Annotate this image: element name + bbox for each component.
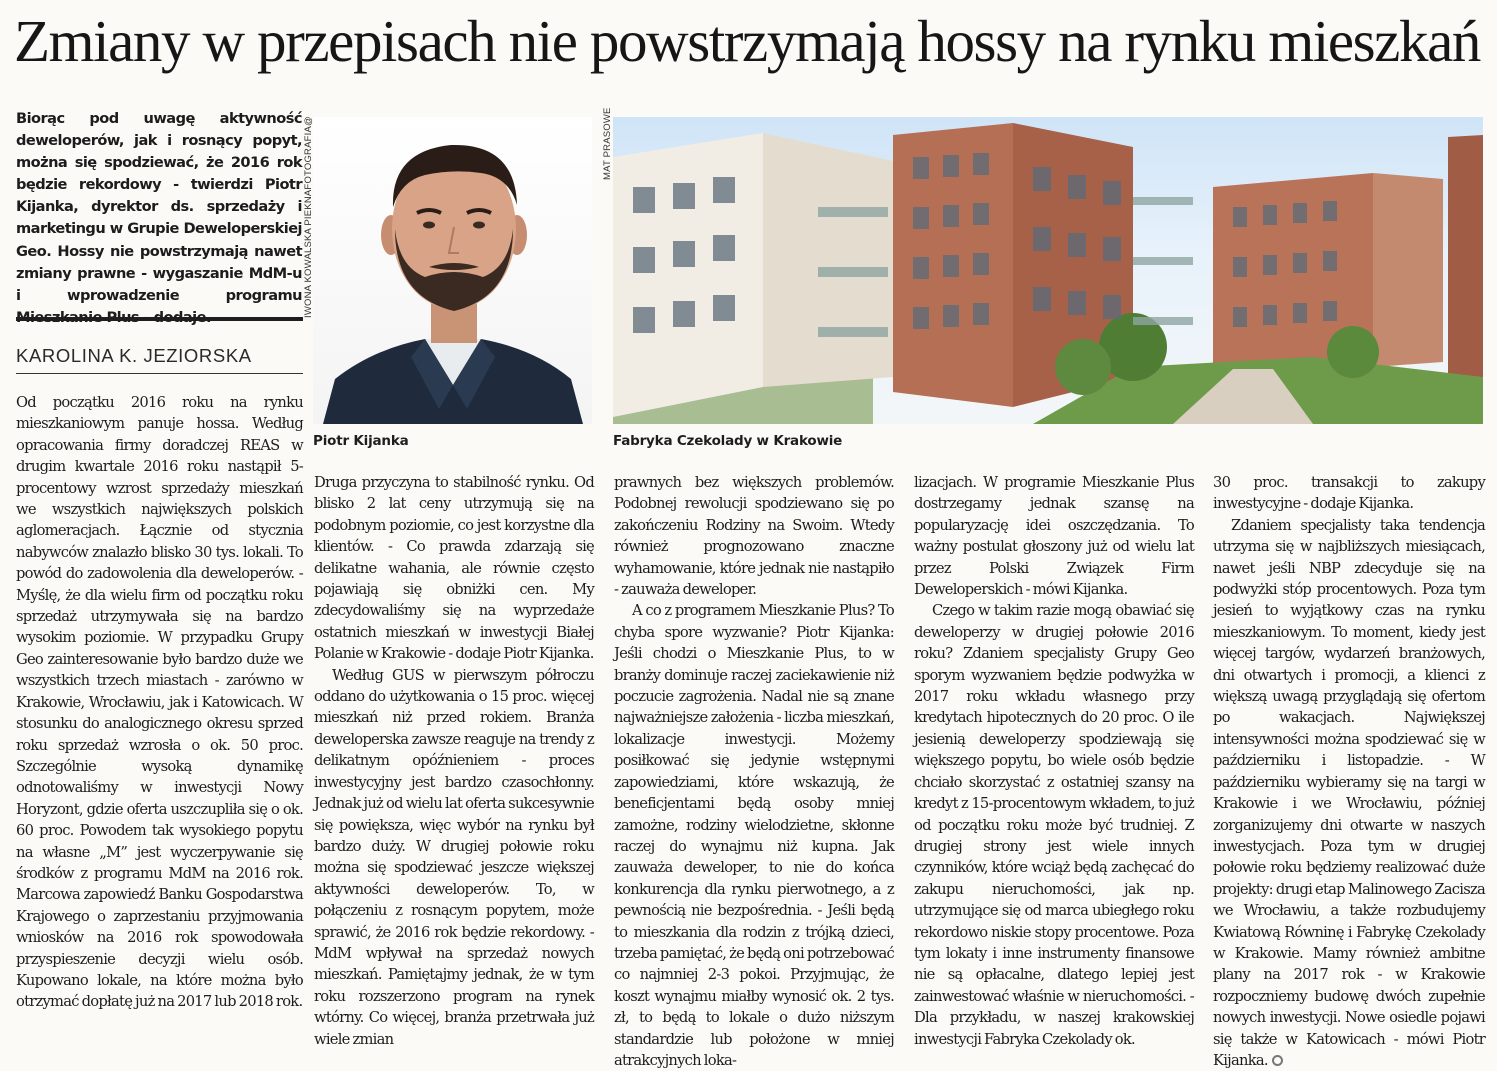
lead-separator-rule: [16, 317, 303, 321]
lead-paragraph: Biorąc pod uwagę aktywność deweloperów, jak i rosnący popyt, można się spodziewać, że 2016 rok będzie rekordowy - twierdzi Piotr Kijanka, dyrektor ds. sprzedaży i marketingu w Grupie Deweloperskiej Geo. Hossy nie powstrzymają nawet zmiany prawne - wygaszanie MdM-u i wprowadzenie programu: [16, 110, 302, 304]
paragraph-text: Zdaniem specjalisty taka tendencja utrzyma się w najbliższych miesiącach, nawet jeśli NBP zdecyduje się na podwyżki stóp procentowych. Poza tym jesień to wyjątkowy czas na rynku mieszkaniowym. To moment, kiedy jest więcej targów, wydarzeń branżowych, dni otwartych i promocji, a klienci z większą uwagą przyglądają się ofertom po wakacjach. Największej intensywności można spodziewać się w październiku i listopadzie. - W październiku wybieramy się na targi w Krakowie i we Wrocławiu, później zorganizujemy dni otwarte w naszych inwestycjach. Poza tym w drugiej połowie roku będziemy realizować duże projekty: drugi etap Malinowego Zacisza we Wrocławiu, a także rozbudujemy Kwiatową Równinę i Fabrykę Czekolady w Krakowie. Mamy również ambitne plany na 2017 rok - w Krakowie rozpoczniemy budowę dwóch zupełnie nowych inwestycji. Nowe osiedle pojawi się także w Katowicach - mówi Piotr Kijanka.: [1213, 516, 1485, 1069]
paragraph: 30 proc. transakcji to zakupy inwestycyjne - dodaje Kijanka.: [1213, 474, 1485, 513]
article-column-4: [914, 472, 1194, 1050]
paragraph: prawnych bez większych problemów. Podobnej rewolucji spodziewano się po zakończeniu Rodziny na Swoim. Wtedy również prognozowano znaczne wyhamowanie, które jednak nie nastąpiło - zauważa deweloper.: [614, 474, 894, 599]
author-byline: KAROLINA K. JEZIORSKA: [16, 345, 252, 366]
render-photo-credit: MAT PRASOWE: [602, 107, 613, 180]
paragraph: lizacjach. W programie Mieszkanie Plus dostrzegamy jednak szansę na popularyzację idei oszczędzania. To ważny postulat głoszony już od wielu lat przez Polski Związek Firm Deweloperskich - mówi Kijanka.: [914, 474, 1194, 599]
article-column-5: [1213, 472, 1485, 1071]
portrait-photo: [313, 117, 592, 424]
paragraph: A co z programem Mieszkanie Plus? To chyba spore wyzwanie? Piotr Kijanka: Jeśli chodzi o Mieszkanie Plus, to w branży dominuje raczej zaciekawienie niż poczucie zagrożenia. Nadal nie są znane najważniejsze założenia - liczba mieszkań, lokalizacje inwestycji. Możemy posiłkować się jedynie wstępnymi zapowiedziami, które wskazują, że beneficjentami będą osoby mniej zamożne, rodziny wielodzietne, skłonne raczej do wynajmu niż kupna. Jak zauważa deweloper, to nie do końca konkurencja dla rynku pierwotnego, a z pewnością nie bezpośrednia. - Jeśli będą to mieszkania dla rodzin z trójką dzieci, trzeba pamiętać, że będą oni potrzebować co najmniej 2-3 pokoi. Przyjmując, że koszt wynajmu miałby wynosić ok. 2 tys. zł, to będą to lokale o dużo niższym standardzie lub położone w mniej atrakcyjnych loka-: [614, 602, 894, 1069]
article-column-1: [16, 392, 303, 1013]
development-render-photo: [613, 117, 1483, 424]
byline-separator-rule: [16, 373, 303, 374]
render-caption: Fabryka Czekolady w Krakowie: [613, 433, 843, 449]
paragraph: [1213, 515, 1485, 1071]
paragraph: Czego w takim razie mogą obawiać się deweloperzy w drugiej połowie 2016 roku? Zdaniem specjalisty Grupy Geo sporym wyzwaniem będzie podwyżka w 2017 roku wkładu własnego przy kredytach hipotecznych do 20 proc. O ile jesienią deweloperzy spodziewają się większego popytu, bo wiele osób będzie chciało skorzystać z ostatniej szansy na kredyt z 15-procentowym wkładem, to już od początku roku może być trudniej. Z drugiej strony jest wiele innych czynników, które wciąż będą zachęcać do zakupu nieruchomości, jak np. utrzymujące się od marca ubiegłego roku rekordowo niskie stopy procentowe. Poza tym lokaty i inne instrumenty finansowe nie są opłacalne, dlatego lepiej jest zainwestować właśnie w nieruchomości. - Dla przykładu, w naszej krakowskiej inwestycji Fabryka Czekolady ok.: [914, 602, 1194, 1048]
portrait-caption: Piotr Kijanka: [313, 433, 409, 449]
portrait-photo-credit: IWONA KOWALSKA PIEKNAFOTOGRAFIA@: [303, 116, 314, 318]
article-column-3: [614, 472, 894, 1071]
article-column-2: [314, 472, 594, 1050]
end-of-article-icon: [1272, 1055, 1283, 1066]
paragraph: Według GUS w pierwszym półroczu oddano do użytkowania o 15 proc. więcej mieszkań niż przed rokiem. Branża deweloperska zawsze reaguje na trendy z delikatnym opóźnieniem - proces inwestycyjny jest bardzo czasochłonny. Jednak już od wielu lat oferta sukcesywnie się powiększa, więc wybór na rynku był bardzo duży. W drugiej połowie roku można się spodziewać jeszcze większej aktywności deweloperów. To, w połączeniu z rosnącym popytem, może sprawić, że 2016 rok będzie rekordowy. - MdM wpływał na sprzedaż nowych mieszkań. Pamiętajmy jednak, że w tym roku rozszerzono program na rynek wtórny. Co więcej, branża przetrwała już wiele zmian: [314, 666, 594, 1048]
headline: Zmiany w przepisach nie powstrzymają hossy na rynku mieszkań: [14, 8, 1480, 74]
paragraph: Od początku 2016 roku na rynku mieszkaniowym panuje hossa. Według opracowania firmy doradczej REAS w drugim kwartale 2016 roku nastąpił 5-procentowy wzrost sprzedaży mieszkań we wszystkich największych polskich aglomeracjach. Łącznie od stycznia nabywców znalazło blisko 30 tys. lokali. To powód do zadowolenia dla deweloperów. - Myślę, że dla wielu firm od początku roku sprzedaż utrzymywała się na bardzo wysokim poziomie. W przypadku Grupy Geo zainteresowanie było bardzo duże we wszystkich trzech miastach - zarówno w Krakowie, Wrocławiu, jak i Katowicach. W stosunku do analogicznego okresu sprzed roku sprzedaż wzrosła o ok. 50 proc. Szczególnie wysoką dynamikę odnotowaliśmy w inwestycji Nowy Horyzont, gdzie oferta uszczupliła się o ok. 60 proc. Powodem tak wysokiego popytu na własne „M” jest wyczerpywanie się środków z programu MdM na 2016 rok. Marcowa zapowiedź Banku Gospodarstwa Krajowego o zaprzestaniu przyjmowania wniosków na 2016 rok spowodowała przyspieszenie decyzji wielu osób. Kupowano lokale, na które można było otrzymać dopłatę już na 2017 lub 2018 rok.: [16, 394, 303, 1011]
paragraph: Druga przyczyna to stabilność rynku. Od blisko 2 lat ceny utrzymują się na podobnym poziomie, co jest korzystne dla klientów. - Co prawda zdarzają się delikatne wahania, ale równie często pojawiają się obniżki cen. My zdecydowaliśmy się na wyprzedaże ostatnich mieszkań w inwestycji Białej Polanie w Krakowie - dodaje Piotr Kijanka.: [314, 474, 594, 663]
